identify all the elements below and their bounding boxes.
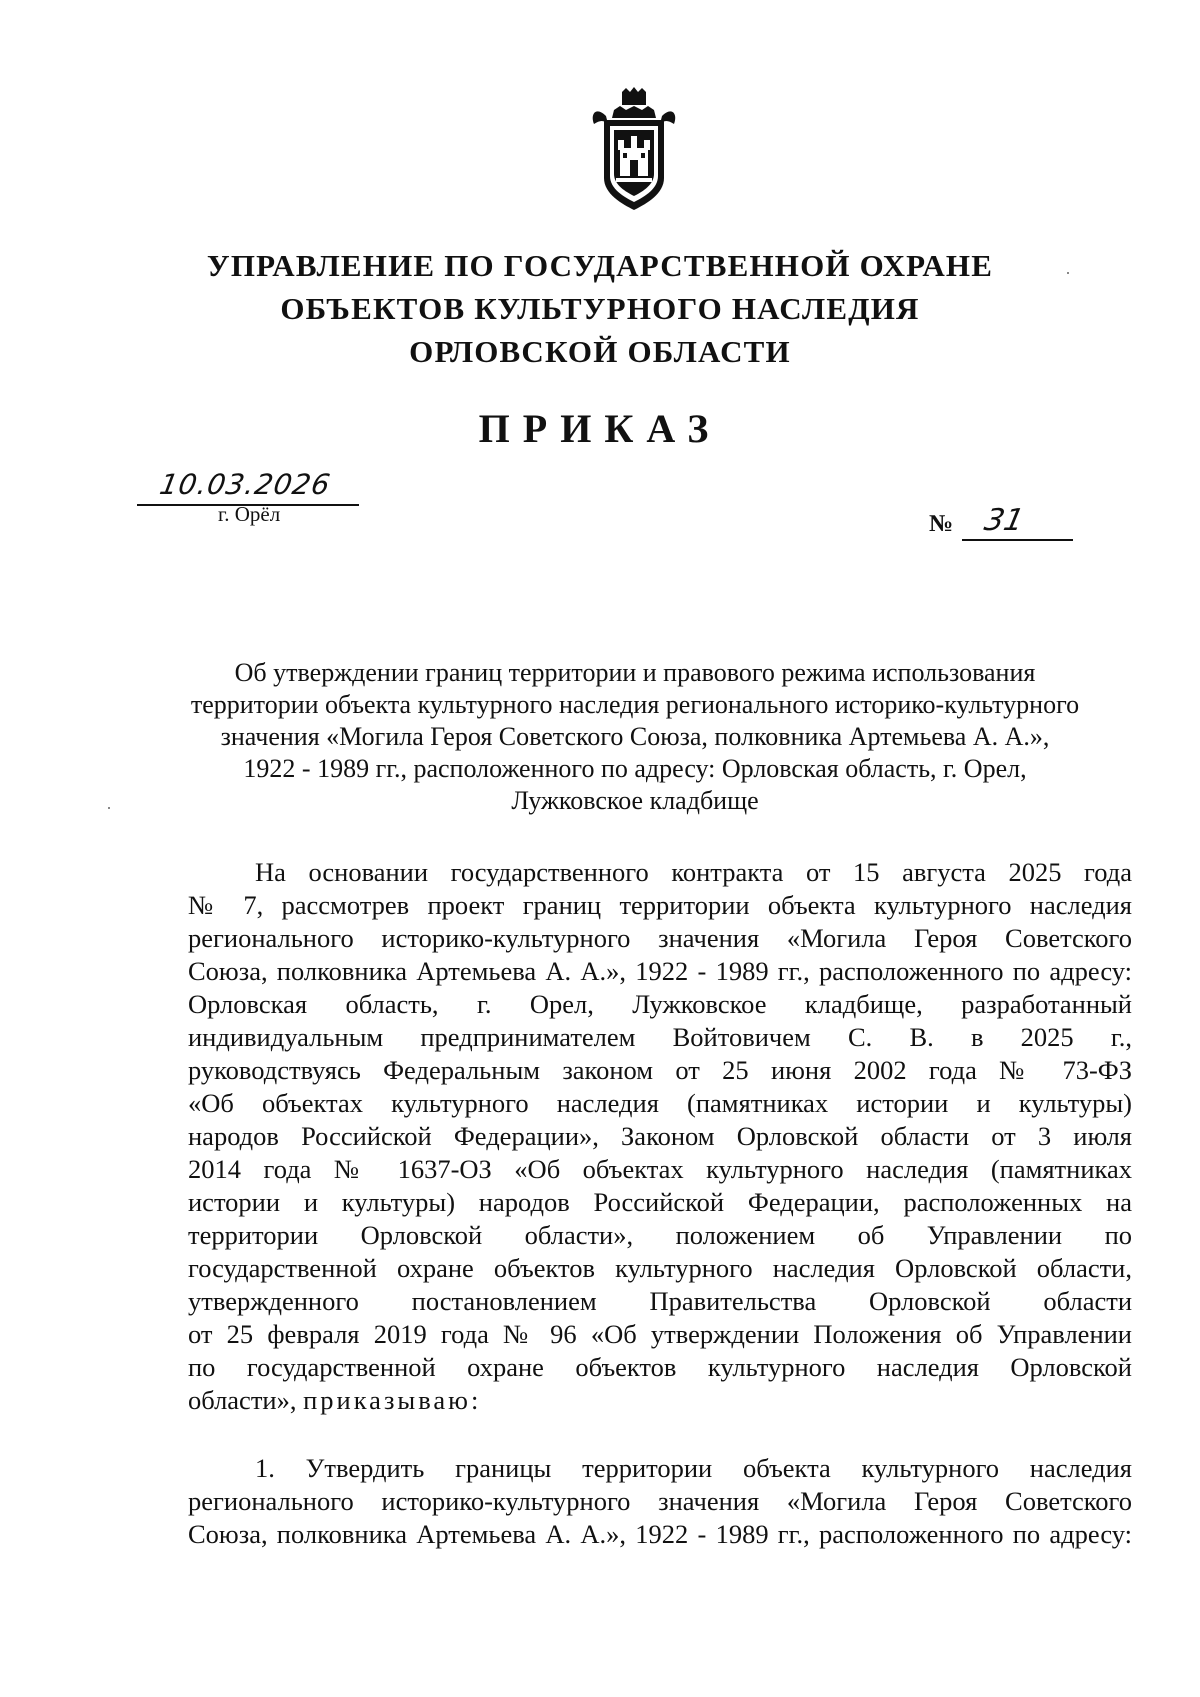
- preamble-last-line: [188, 1384, 1132, 1417]
- organization-title-line-3: ОРЛОВСКОЙ ОБЛАСТИ: [409, 334, 791, 369]
- preamble-line: от 25 февраля 2019 года № 96 «Об утверждении Положения об Управлении: [188, 1319, 1132, 1349]
- order-verb: приказываю:: [303, 1385, 482, 1415]
- preamble-line: На основании государственного контракта от 15 августа 2025 года: [255, 857, 1132, 887]
- subject-line: 1922 - 1989 гг., расположенного по адресу: Орловская область, г. Орел,: [243, 754, 1027, 783]
- number-sign: №: [929, 511, 954, 537]
- handwritten-order-number: 31: [981, 503, 1027, 538]
- handwritten-date: 10.03.2026: [157, 468, 334, 501]
- preamble-line: № 7, рассмотрев проект границ территории объекта культурного наследия: [188, 890, 1132, 920]
- subject-line: Об утверждении границ территории и правового режима использования: [234, 658, 1036, 687]
- preamble-line: «Об объектах культурного наследия (памятниках истории и культуры): [188, 1088, 1132, 1118]
- number-underline: [962, 539, 1073, 541]
- organization-title-line-1: УПРАВЛЕНИЕ ПО ГОСУДАРСТВЕННОЙ ОХРАНЕ: [206, 248, 994, 283]
- subject-line: Лужковское кладбище: [511, 786, 759, 815]
- scan-speck: [108, 807, 110, 809]
- document-type-heading: ПРИКАЗ: [478, 406, 722, 451]
- preamble-closing-text: области»,: [188, 1385, 304, 1415]
- preamble-line: территории Орловской области», положением об Управлении по: [188, 1220, 1132, 1250]
- subject-line: территории объекта культурного наследия регионального историко-культурного: [190, 690, 1080, 719]
- preamble-line: Союза, полковника Артемьева А. А.», 1922 - 1989 гг., расположенного по адресу:: [188, 956, 1132, 986]
- subject-line: значения «Могила Героя Советского Союза, полковника Артемьева А. А.»,: [220, 722, 1050, 751]
- organization-title-line-2: ОБЪЕКТОВ КУЛЬТУРНОГО НАСЛЕДИЯ: [280, 291, 920, 326]
- clause-1-line: регионального историко-культурного значения «Могила Героя Советского: [188, 1486, 1132, 1516]
- preamble-line: государственной охране объектов культурного наследия Орловской области,: [188, 1253, 1132, 1283]
- preamble-line: истории и культуры) народов Российской Федерации, расположенных на: [188, 1187, 1132, 1217]
- preamble-line: регионального историко-культурного значения «Могила Героя Советского: [188, 923, 1132, 953]
- preamble-line: руководствуясь Федеральным законом от 25 июня 2002 года № 73-ФЗ: [188, 1055, 1132, 1085]
- preamble-line: утвержденного постановлением Правительства Орловской области: [188, 1286, 1132, 1316]
- clause-1-line: Союза, полковника Артемьева А. А.», 1922 - 1989 гг., расположенного по адресу:: [188, 1519, 1132, 1549]
- preamble-line: 2014 года № 1637-ОЗ «Об объектах культурного наследия (памятниках: [188, 1154, 1132, 1184]
- scan-speck: [1067, 272, 1069, 274]
- clause-1-line: 1. Утвердить границы территории объекта культурного наследия: [255, 1453, 1132, 1483]
- preamble-line: индивидуальным предпринимателем Войтовичем С. В. в 2025 г.,: [188, 1022, 1132, 1052]
- preamble-line: народов Российской Федерации», Законом Орловской области от 3 июля: [188, 1121, 1132, 1151]
- preamble-line: по государственной охране объектов культурного наследия Орловской: [188, 1352, 1132, 1382]
- preamble-line: Орловская область, г. Орел, Лужковское кладбище, разработанный: [188, 989, 1132, 1019]
- city-label: г. Орёл: [218, 502, 281, 526]
- coat-of-arms-icon: [586, 86, 682, 214]
